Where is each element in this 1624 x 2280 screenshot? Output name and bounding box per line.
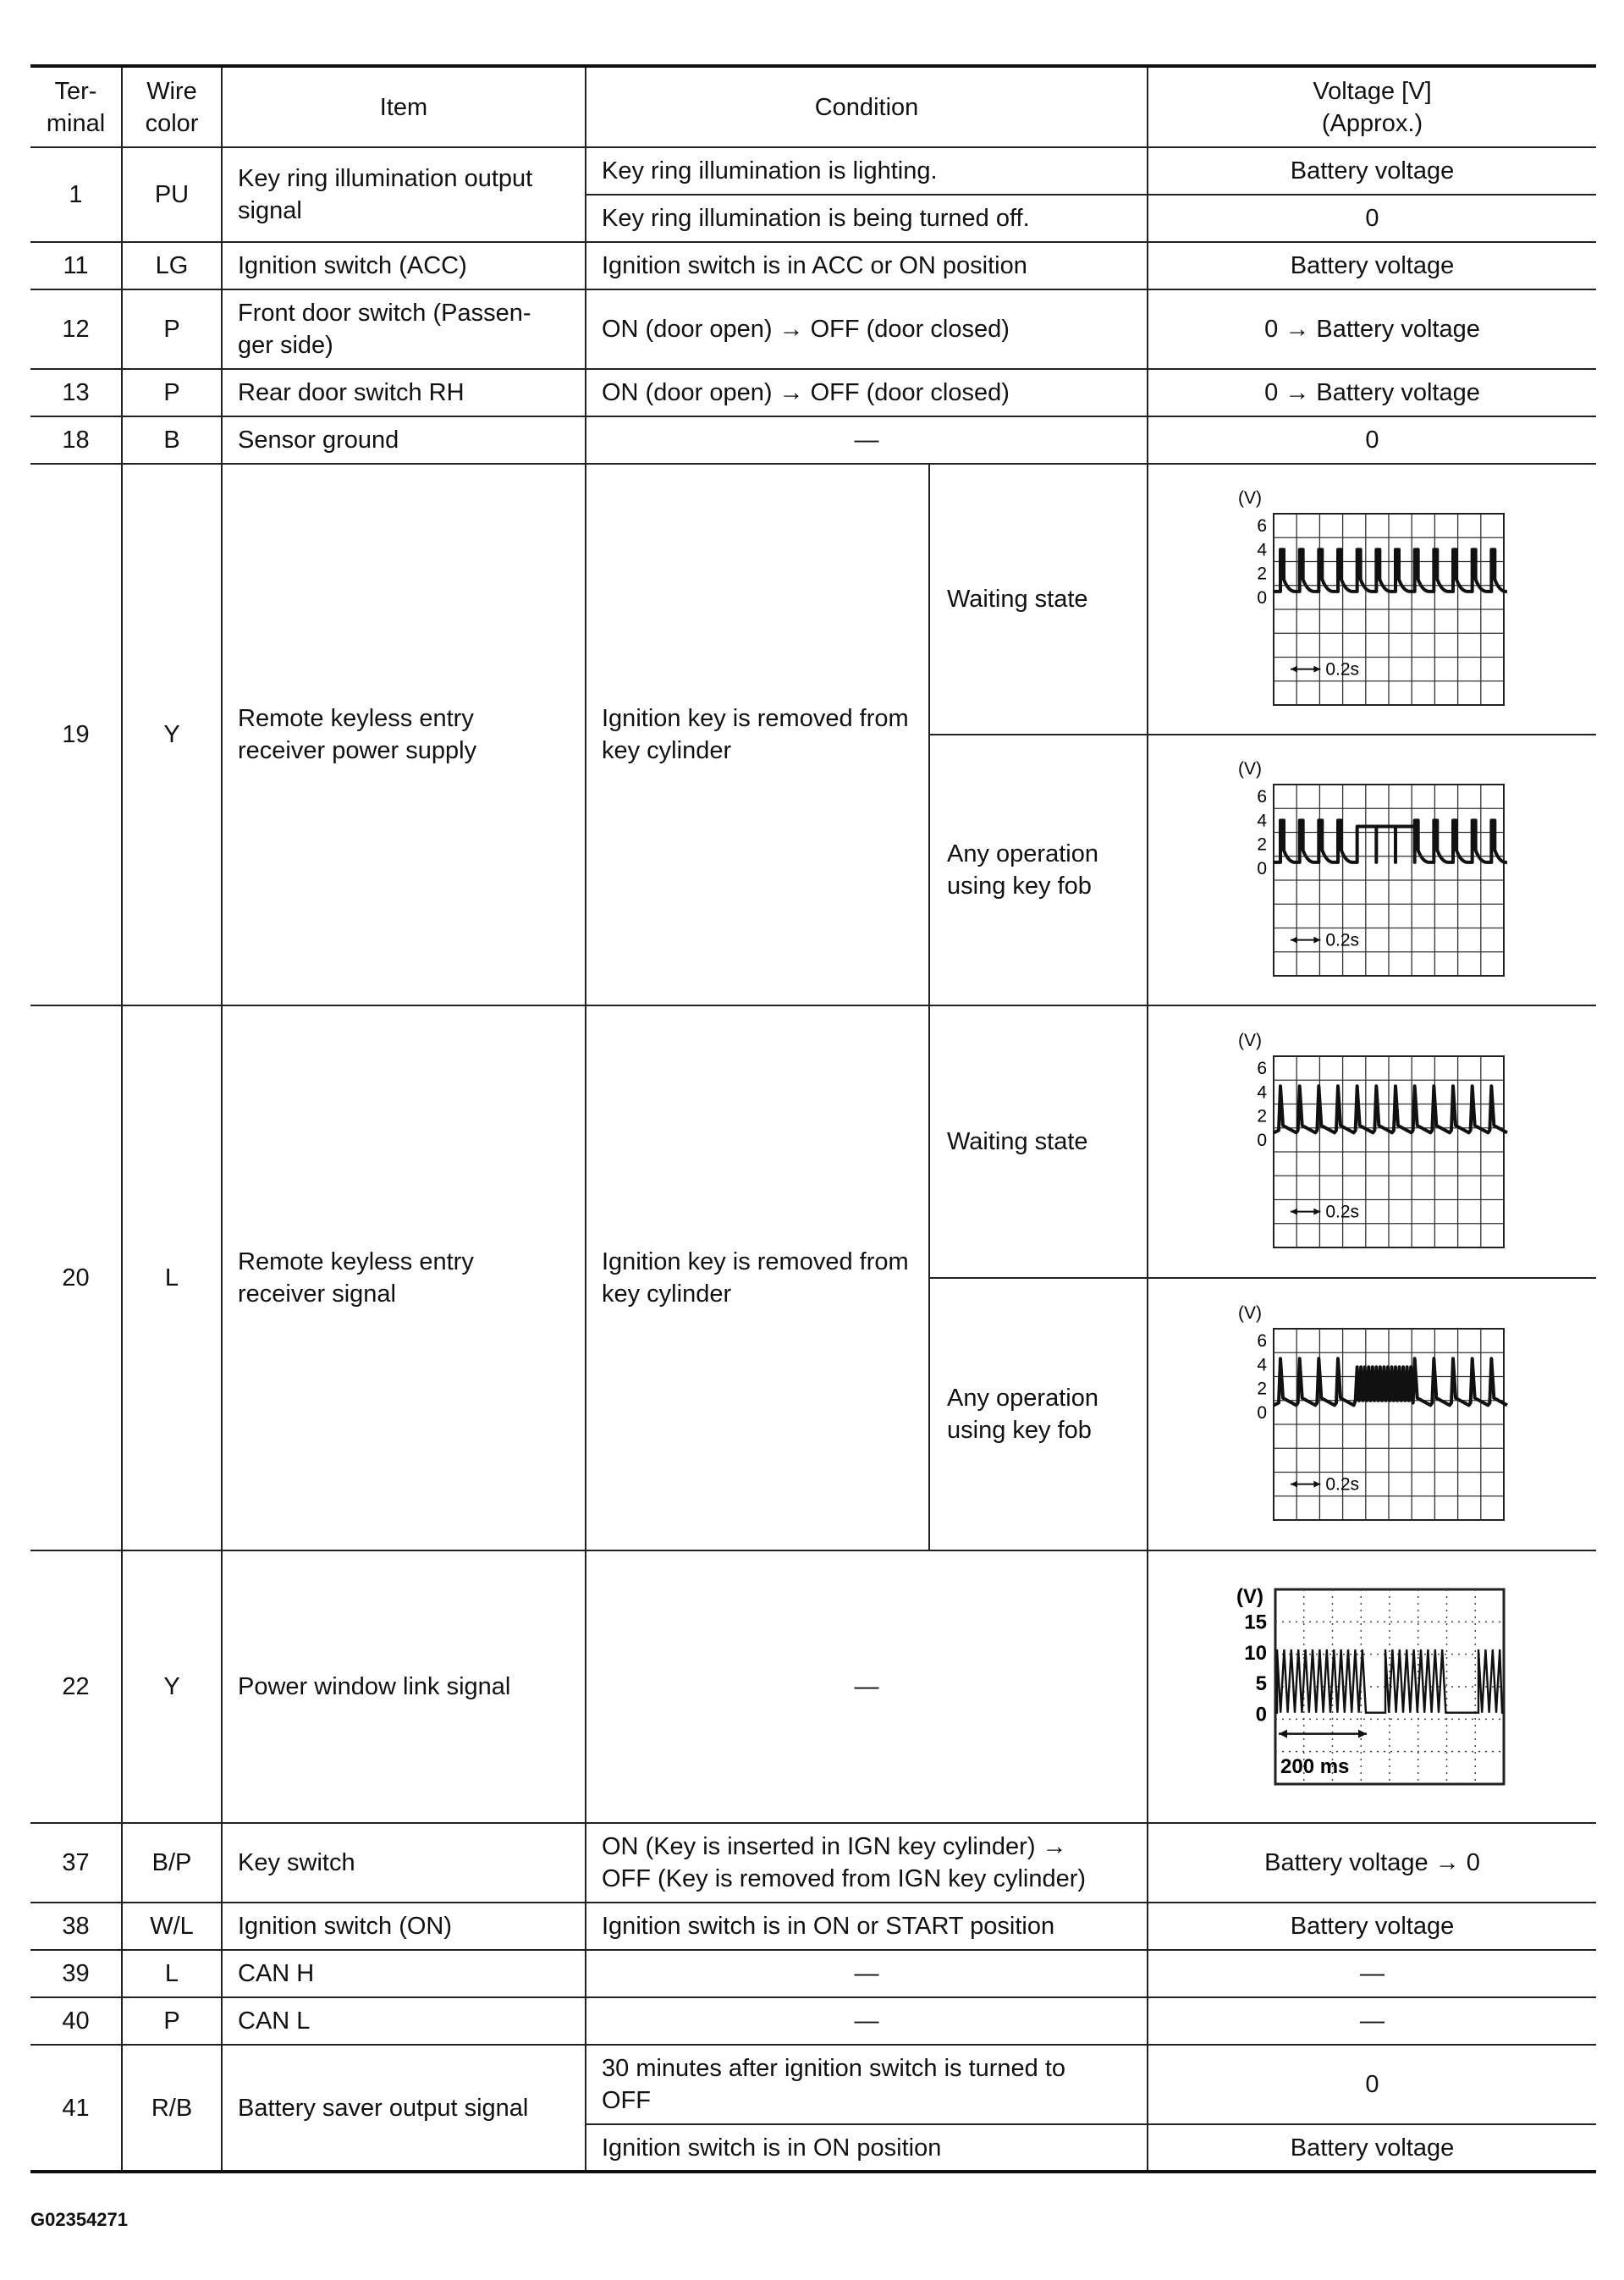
unit-label: (V) <box>1237 1031 1262 1050</box>
item-cell: Remote keyless entry receiver signal <box>222 1005 586 1550</box>
time-marker-arrow <box>1291 937 1297 944</box>
tick-label: 5 <box>1255 1672 1267 1696</box>
tick-label: 6 <box>1256 787 1267 807</box>
condition-cell: Ignition switch is in ON position <box>586 2124 1148 2172</box>
header-wire-color: Wire color <box>122 66 222 147</box>
terminal-cell: 13 <box>30 369 122 416</box>
wire-color-cell: B/P <box>122 1823 222 1903</box>
time-marker-arrow <box>1358 1730 1367 1738</box>
condition-cell: Key ring illumination is being turned off. <box>586 195 1148 242</box>
item-cell: Ignition switch (ACC) <box>222 242 586 289</box>
voltage-cell: Battery voltage → 0 <box>1148 1823 1596 1903</box>
tick-label: 6 <box>1256 516 1267 537</box>
waveform-19-key-fob <box>1233 756 1512 984</box>
table-row <box>30 1997 1596 2045</box>
item-cell: Ignition switch (ON) <box>222 1903 586 1950</box>
item-cell: CAN L <box>222 1997 586 2045</box>
item-cell: CAN H <box>222 1950 586 1997</box>
condition-cell: — <box>586 1550 1148 1823</box>
tick-label: 4 <box>1256 1355 1267 1375</box>
wire-color-cell: Y <box>122 1550 222 1823</box>
time-label: 0.2s <box>1324 930 1359 950</box>
voltage-cell: 0 → Battery voltage <box>1148 289 1596 369</box>
unit-label: (V) <box>1237 759 1262 779</box>
terminal-cell: 38 <box>30 1903 122 1950</box>
terminal-voltage-table <box>30 64 1596 2173</box>
wire-color-cell: P <box>122 289 222 369</box>
tick-label: 4 <box>1256 811 1267 831</box>
wire-color-cell: P <box>122 1997 222 2045</box>
tick-label: 0 <box>1256 858 1267 878</box>
terminal-cell: 39 <box>30 1950 122 1997</box>
tick-label: 4 <box>1256 1082 1267 1103</box>
voltage-cell: 0 → Battery voltage <box>1148 369 1596 416</box>
wire-color-cell: L <box>122 1950 222 1997</box>
waveform-trace <box>1275 1649 1504 1713</box>
voltage-cell: 0 <box>1148 195 1596 242</box>
tick-label: 2 <box>1256 1379 1267 1399</box>
voltage-cell: Battery voltage <box>1148 2124 1596 2172</box>
condition-cell: ON (door open) → OFF (door closed) <box>586 289 1148 369</box>
tick-label: 15 <box>1243 1611 1267 1634</box>
terminal-cell: 22 <box>30 1550 122 1823</box>
voltage-cell: Battery voltage <box>1148 1903 1596 1950</box>
condition-cell: Ignition switch is in ACC or ON position <box>586 242 1148 289</box>
voltage-cell: 0 <box>1148 2045 1596 2124</box>
item-cell: Front door switch (Passen- ger side) <box>222 289 586 369</box>
item-cell: Rear door switch RH <box>222 369 586 416</box>
waveform-trace <box>1274 1086 1507 1132</box>
waveform-cell <box>1148 735 1596 1005</box>
condition-cell: — <box>586 1950 1148 1997</box>
header-row <box>30 66 1596 147</box>
time-marker-arrow <box>1291 1481 1297 1488</box>
tick-label: 4 <box>1256 540 1267 560</box>
terminal-cell: 1 <box>30 147 122 242</box>
table-row <box>30 1950 1596 1997</box>
tick-label: 10 <box>1243 1641 1267 1665</box>
terminal-cell: 37 <box>30 1823 122 1903</box>
condition-cell: Key ring illumination is lighting. <box>586 147 1148 195</box>
terminal-cell: 19 <box>30 464 122 1005</box>
waveform-cell <box>1148 1278 1596 1550</box>
wire-color-cell: L <box>122 1005 222 1550</box>
figure-id: G02354271 <box>30 2209 128 2230</box>
wire-color-cell: B <box>122 416 222 464</box>
voltage-cell: — <box>1148 1950 1596 1997</box>
unit-label: (V) <box>1236 1585 1263 1608</box>
tick-label: 2 <box>1256 1106 1267 1126</box>
condition-cell: Ignition switch is in ON or START position <box>586 1903 1148 1950</box>
tick-label: 0 <box>1256 1130 1267 1150</box>
item-cell: Key switch <box>222 1823 586 1903</box>
waveform-trace <box>1274 1358 1507 1405</box>
time-label: 0.2s <box>1324 1202 1359 1222</box>
wire-color-cell: W/L <box>122 1903 222 1950</box>
table-row <box>30 1903 1596 1950</box>
time-label: 0.2s <box>1324 1474 1359 1495</box>
table-row <box>30 2045 1596 2124</box>
item-cell: Sensor ground <box>222 416 586 464</box>
tick-label: 6 <box>1256 1059 1267 1079</box>
voltage-cell: Battery voltage <box>1148 242 1596 289</box>
table-row <box>30 1823 1596 1903</box>
table-row <box>30 416 1596 464</box>
item-cell: Battery saver output signal <box>222 2045 586 2172</box>
tick-label: 0 <box>1256 587 1267 608</box>
unit-label: (V) <box>1237 488 1262 508</box>
time-marker-arrow <box>1291 666 1297 673</box>
waveform-19-waiting <box>1233 485 1512 713</box>
header-voltage: Voltage [V] (Approx.) <box>1148 66 1596 147</box>
sub-condition-cell: Waiting state <box>929 464 1148 735</box>
wire-color-cell: R/B <box>122 2045 222 2172</box>
tick-label: 6 <box>1256 1331 1267 1352</box>
tick-label: 2 <box>1256 564 1267 584</box>
time-label: 0.2s <box>1324 659 1359 680</box>
condition-cell: — <box>586 416 1148 464</box>
table-row <box>30 464 1596 735</box>
condition-cell: Ignition key is removed from key cylinder <box>586 1005 929 1550</box>
condition-cell: 30 minutes after ignition switch is turned to OFF <box>586 2045 1148 2124</box>
waveform-cell <box>1148 464 1596 735</box>
terminal-cell: 12 <box>30 289 122 369</box>
table-row <box>30 1550 1596 1823</box>
table-row <box>30 369 1596 416</box>
time-marker-arrow <box>1279 1730 1287 1738</box>
header-terminal: Ter- minal <box>30 66 122 147</box>
terminal-cell: 40 <box>30 1997 122 2045</box>
waveform-cell <box>1148 1005 1596 1278</box>
sub-condition-cell: Any operation using key fob <box>929 735 1148 1005</box>
waveform-cell <box>1148 1550 1596 1823</box>
terminal-voltage-table-document <box>30 64 1596 2173</box>
wire-color-cell: LG <box>122 242 222 289</box>
unit-label: (V) <box>1237 1303 1262 1323</box>
terminal-cell: 20 <box>30 1005 122 1550</box>
table-row <box>30 289 1596 369</box>
waveform-20-waiting <box>1233 1027 1512 1256</box>
header-condition: Condition <box>586 66 1148 147</box>
tick-label: 0 <box>1256 1402 1267 1423</box>
sub-condition-cell: Waiting state <box>929 1005 1148 1278</box>
item-cell: Remote keyless entry receiver power supply <box>222 464 586 1005</box>
terminal-cell: 18 <box>30 416 122 464</box>
wire-color-cell: PU <box>122 147 222 242</box>
voltage-cell: Battery voltage <box>1148 147 1596 195</box>
voltage-cell: 0 <box>1148 416 1596 464</box>
condition-cell: ON (Key is inserted in IGN key cylinder) → OFF (Key is removed from IGN key cylinder) <box>586 1823 1148 1903</box>
waveform-22 <box>1233 1581 1512 1793</box>
wire-color-cell: Y <box>122 464 222 1005</box>
tick-label: 2 <box>1256 834 1267 855</box>
item-cell: Power window link signal <box>222 1550 586 1823</box>
sub-condition-cell: Any operation using key fob <box>929 1278 1148 1550</box>
table-row <box>30 147 1596 195</box>
table-row <box>30 242 1596 289</box>
wire-color-cell: P <box>122 369 222 416</box>
condition-cell: — <box>586 1997 1148 2045</box>
terminal-cell: 41 <box>30 2045 122 2172</box>
voltage-cell: — <box>1148 1997 1596 2045</box>
condition-cell: ON (door open) → OFF (door closed) <box>586 369 1148 416</box>
item-cell: Key ring illumination output signal <box>222 147 586 242</box>
time-label: 200 ms <box>1280 1755 1349 1778</box>
header-item: Item <box>222 66 586 147</box>
terminal-cell: 11 <box>30 242 122 289</box>
condition-cell: Ignition key is removed from key cylinder <box>586 464 929 1005</box>
table-row <box>30 1005 1596 1278</box>
waveform-20-key-fob <box>1233 1300 1512 1528</box>
tick-label: 0 <box>1255 1703 1267 1727</box>
time-marker-arrow <box>1291 1209 1297 1215</box>
